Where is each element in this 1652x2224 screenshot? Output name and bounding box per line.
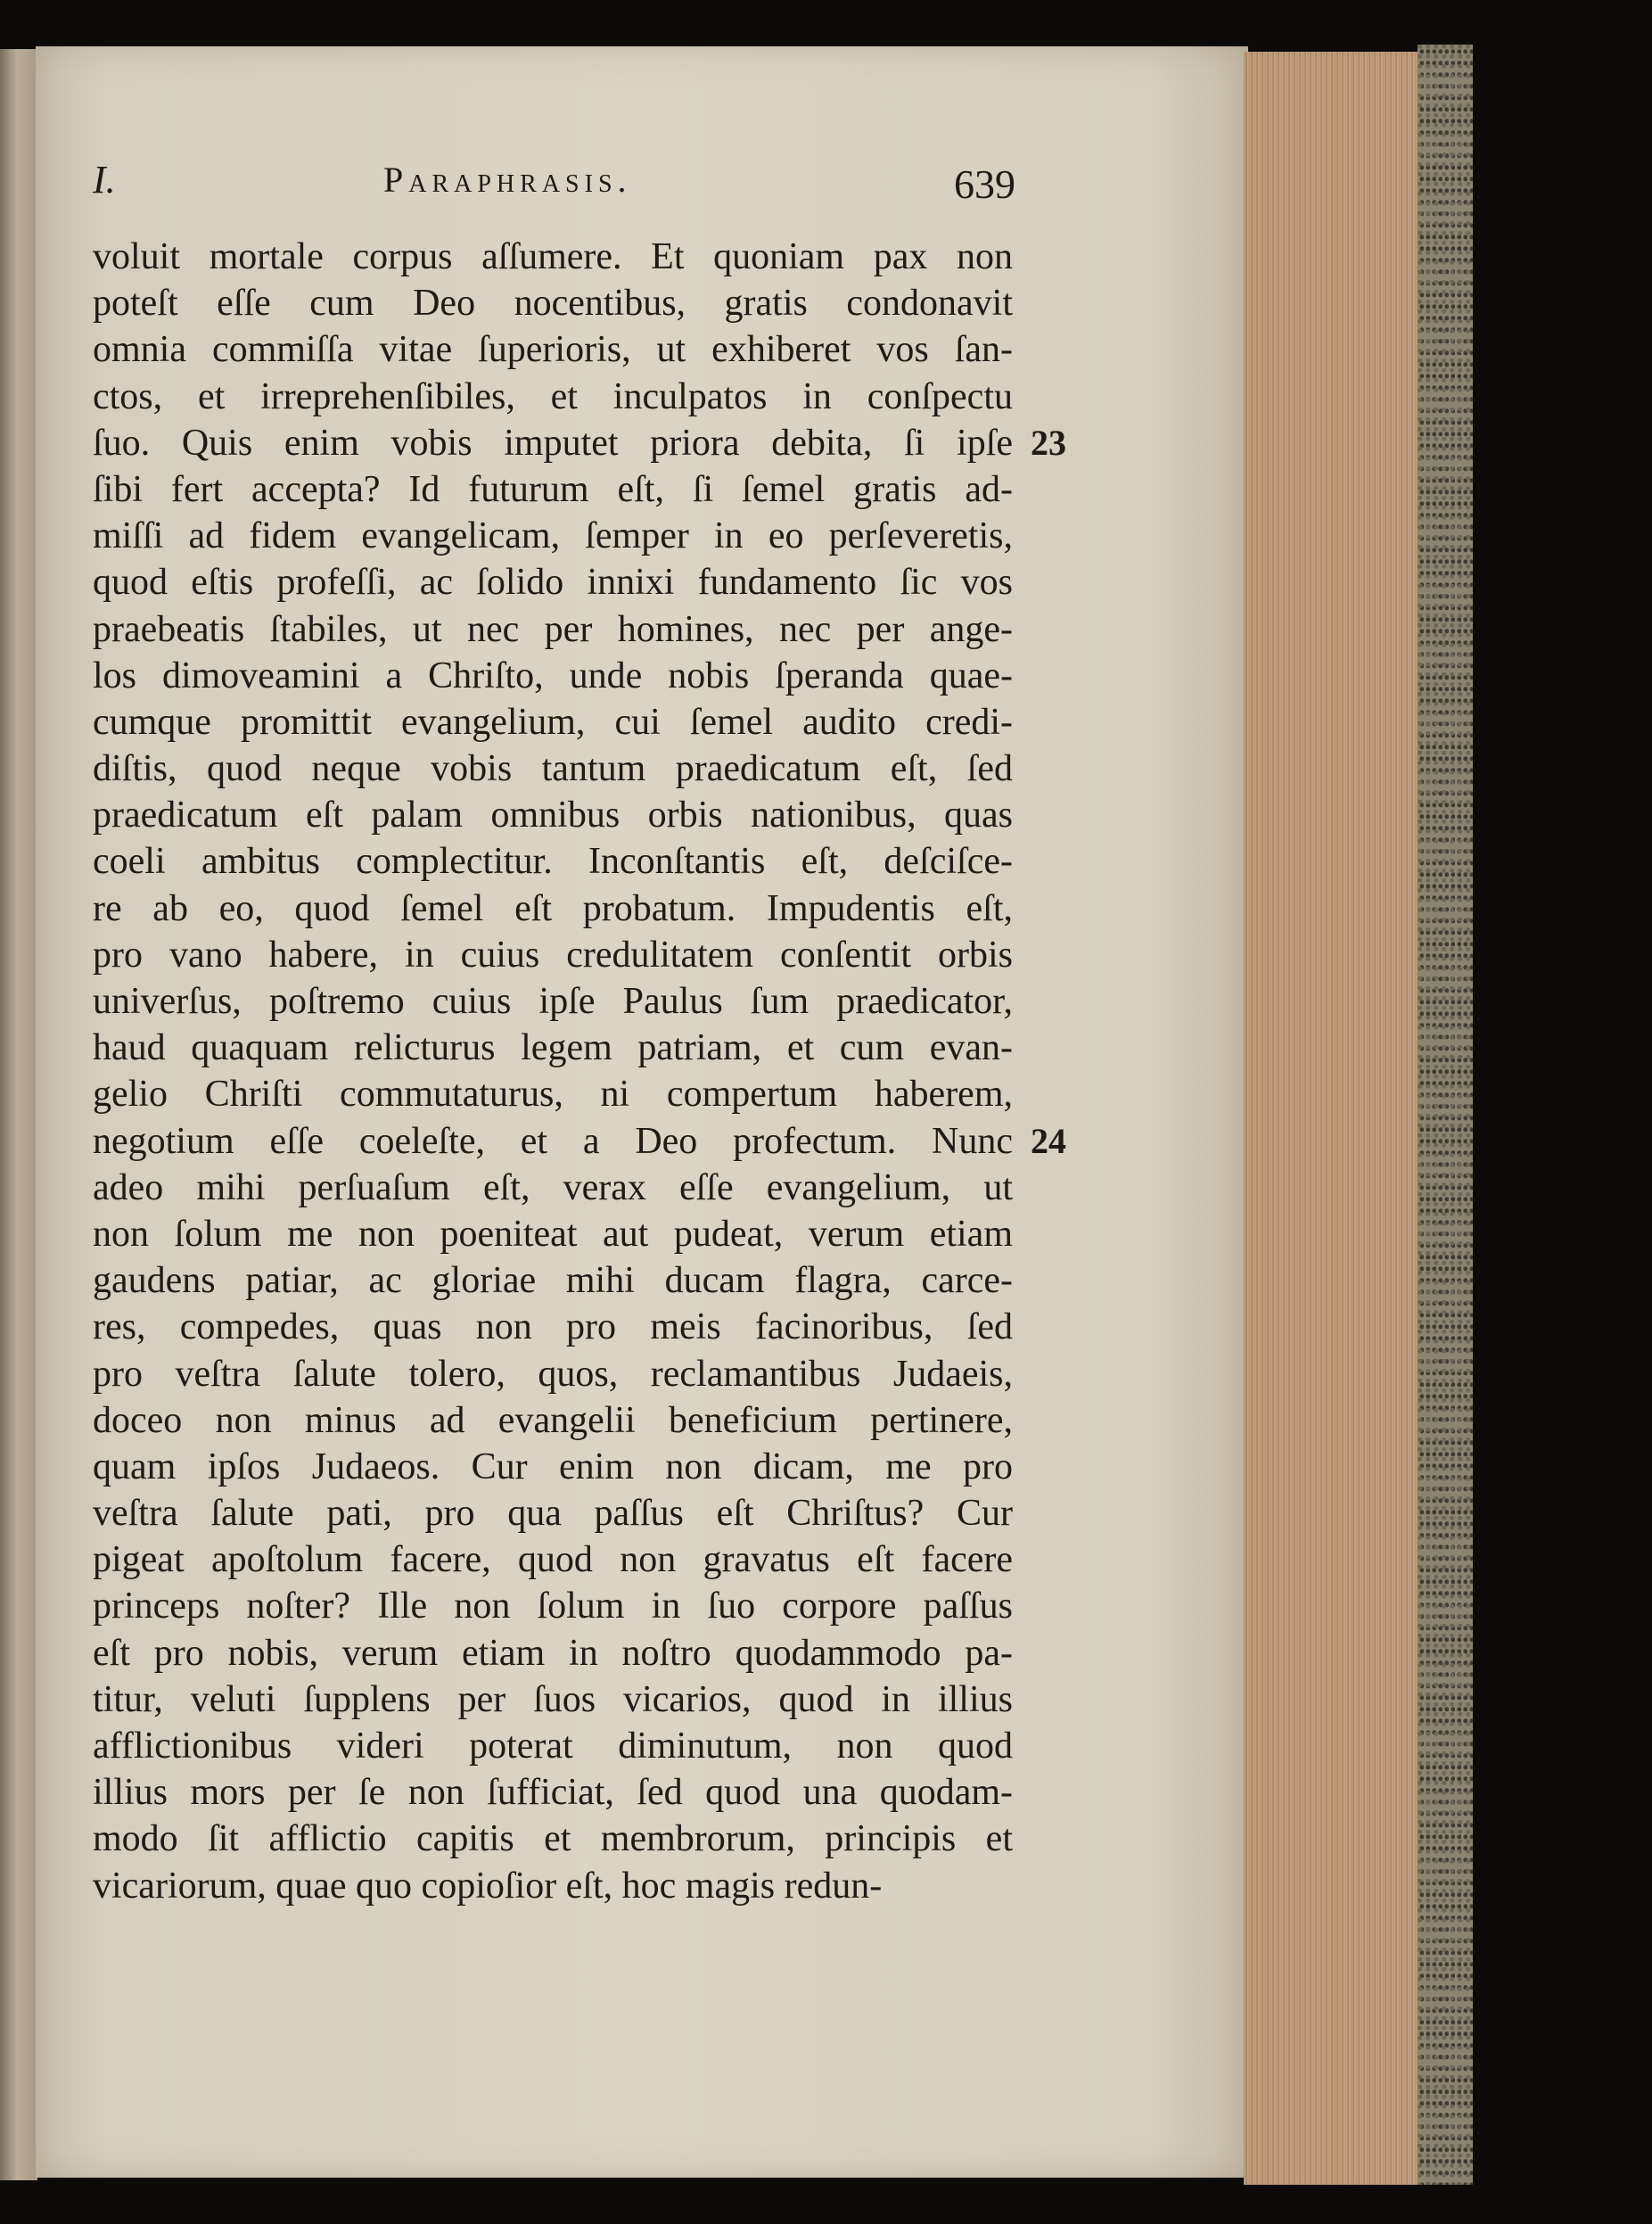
line-text: ctos, et irreprehenſibiles, et inculpatos in conſpectu — [93, 375, 1013, 417]
line-text: eſt pro nobis, verum etiam in noſtro quodammodo pa- — [93, 1632, 1013, 1674]
text-line — [93, 513, 1013, 559]
running-title: Paraphrasis. — [383, 160, 632, 200]
text-line — [93, 559, 1013, 605]
running-header — [89, 152, 1025, 214]
line-text: miſſi ad fidem evangelicam, ſemper in eo perſeveretis, — [93, 515, 1013, 557]
line-text: haud quaquam relicturus legem patriam, et cum evan- — [93, 1027, 1013, 1069]
line-text: adeo mihi perſuaſum eſt, verax eſſe evangelium, ut — [93, 1166, 1013, 1208]
verse-number: 24 — [1031, 1120, 1066, 1161]
page-number: 639 — [954, 161, 1015, 207]
text-line — [93, 1630, 1013, 1676]
text-line — [93, 1165, 1013, 1211]
line-text: re ab eo, quod ſemel eſt probatum. Impudentis eſt, — [93, 887, 1013, 929]
text-line — [93, 606, 1013, 653]
line-text: praedicatum eſt palam omnibus orbis nationibus, quas — [93, 795, 1013, 836]
line-text: princeps noſter? Ille non ſolum in ſuo corpore paſſus — [93, 1586, 1013, 1627]
line-text: pigeat apoſtolum facere, quod non gravatus eſt facere — [93, 1539, 1013, 1581]
text-line — [93, 326, 1013, 373]
text-line — [93, 466, 1013, 513]
text-line — [93, 838, 1013, 885]
text-line — [93, 280, 1013, 326]
line-text: ſuo. Quis enim vobis imputet priora debita, ſi ipſe — [93, 422, 1013, 464]
text-line — [93, 1490, 1013, 1536]
line-text: poteſt eſſe cum Deo nocentibus, gratis condonavit — [93, 283, 1013, 325]
line-text: los dimoveamini a Chriſto, unde nobis ſperanda quae- — [93, 655, 1013, 696]
text-line — [93, 1769, 1013, 1816]
line-text: quam ipſos Judaeos. Cur enim non dicam, me pro — [93, 1446, 1013, 1487]
line-text: negotium eſſe coeleſte, et a Deo profectum. Nunc — [93, 1120, 1013, 1162]
line-text: doceo non minus ad evangelii beneficium pertinere, — [93, 1399, 1013, 1441]
text-line — [93, 653, 1013, 699]
line-text: diſtis, quod neque vobis tantum praedicatum eſt, ſed — [93, 748, 1013, 790]
line-text: coeli ambitus complectitur. Inconſtantis eſt, deſciſce- — [93, 841, 1013, 883]
text-line — [93, 374, 1013, 420]
text-line — [93, 1211, 1013, 1257]
line-text: titur, veluti ſupplens per ſuos vicarios, quod in illius — [93, 1678, 1013, 1720]
book-cover-board — [1418, 45, 1473, 2185]
left-page-edge — [0, 49, 37, 2180]
line-text: vicariorum, quae quo copioſior eſt, hoc magis redun- — [93, 1865, 883, 1907]
line-text: pro vano habere, in cuius credulitatem conſentit orbis — [93, 934, 1013, 976]
line-text: univerſus, poſtremo cuius ipſe Paulus ſum praedicator, — [93, 981, 1013, 1022]
line-text: cumque promittit evangelium, cui ſemel audito credi- — [93, 701, 1013, 743]
line-text: afflictionibus videri poterat diminutum, non quod — [93, 1726, 1013, 1767]
text-line — [93, 932, 1013, 978]
line-text: voluit mortale corpus aſſumere. Et quoniam pax non — [93, 236, 1013, 277]
text-line — [93, 1444, 1013, 1490]
text-line — [93, 1257, 1013, 1304]
body-text — [93, 234, 1064, 1909]
text-line — [93, 1536, 1013, 1583]
line-text: illius mors per ſe non ſufficiat, ſed quod una quodam- — [93, 1772, 1013, 1814]
text-line — [93, 1583, 1013, 1629]
text-line — [93, 1676, 1013, 1723]
line-text: gelio Chriſti commutaturus, ni compertum haberem, — [93, 1074, 1013, 1116]
line-text: omnia commiſſa vitae ſuperioris, ut exhiberet vos ſan- — [93, 329, 1013, 371]
line-text: ſibi fert accepta? Id futurum eſt, ſi ſemel gratis ad- — [93, 468, 1013, 510]
text-line — [93, 1071, 1013, 1117]
line-text: non ſolum me non poeniteat aut pudeat, verum etiam — [93, 1213, 1013, 1255]
text-line — [93, 1351, 1013, 1397]
line-text: quod eſtis profeſſi, ac ſolido innixi fundamento ſic vos — [93, 562, 1013, 604]
text-line — [93, 978, 1013, 1025]
text-line — [93, 1863, 1013, 1909]
line-text: praebeatis ſtabiles, ut nec per homines, nec per ange- — [93, 608, 1013, 650]
text-line — [93, 420, 1066, 466]
line-text: modo ſit afflictio capitis et membrorum, principis et — [93, 1818, 1013, 1860]
line-text: veſtra ſalute pati, pro qua paſſus eſt Chriſtus? Cur — [93, 1493, 1013, 1535]
line-text: res, compedes, quas non pro meis facinoribus, ſed — [93, 1306, 1013, 1348]
line-text: gaudens patiar, ac gloriae mihi ducam flagra, carce- — [93, 1260, 1013, 1302]
text-line — [93, 234, 1013, 280]
text-line — [93, 1304, 1013, 1350]
text-line — [93, 1816, 1013, 1862]
text-line — [93, 792, 1013, 838]
line-text: pro veſtra ſalute tolero, quos, reclamantibus Judaeis, — [93, 1353, 1013, 1395]
page-block-edges — [1244, 52, 1422, 2185]
section-mark: I. — [93, 158, 116, 202]
text-line — [93, 1025, 1013, 1071]
verse-number: 23 — [1031, 422, 1066, 463]
text-line — [93, 1118, 1066, 1165]
text-line — [93, 745, 1013, 792]
text-line — [93, 1723, 1013, 1769]
text-line — [93, 699, 1013, 745]
text-line — [93, 1397, 1013, 1444]
text-line — [93, 885, 1013, 932]
